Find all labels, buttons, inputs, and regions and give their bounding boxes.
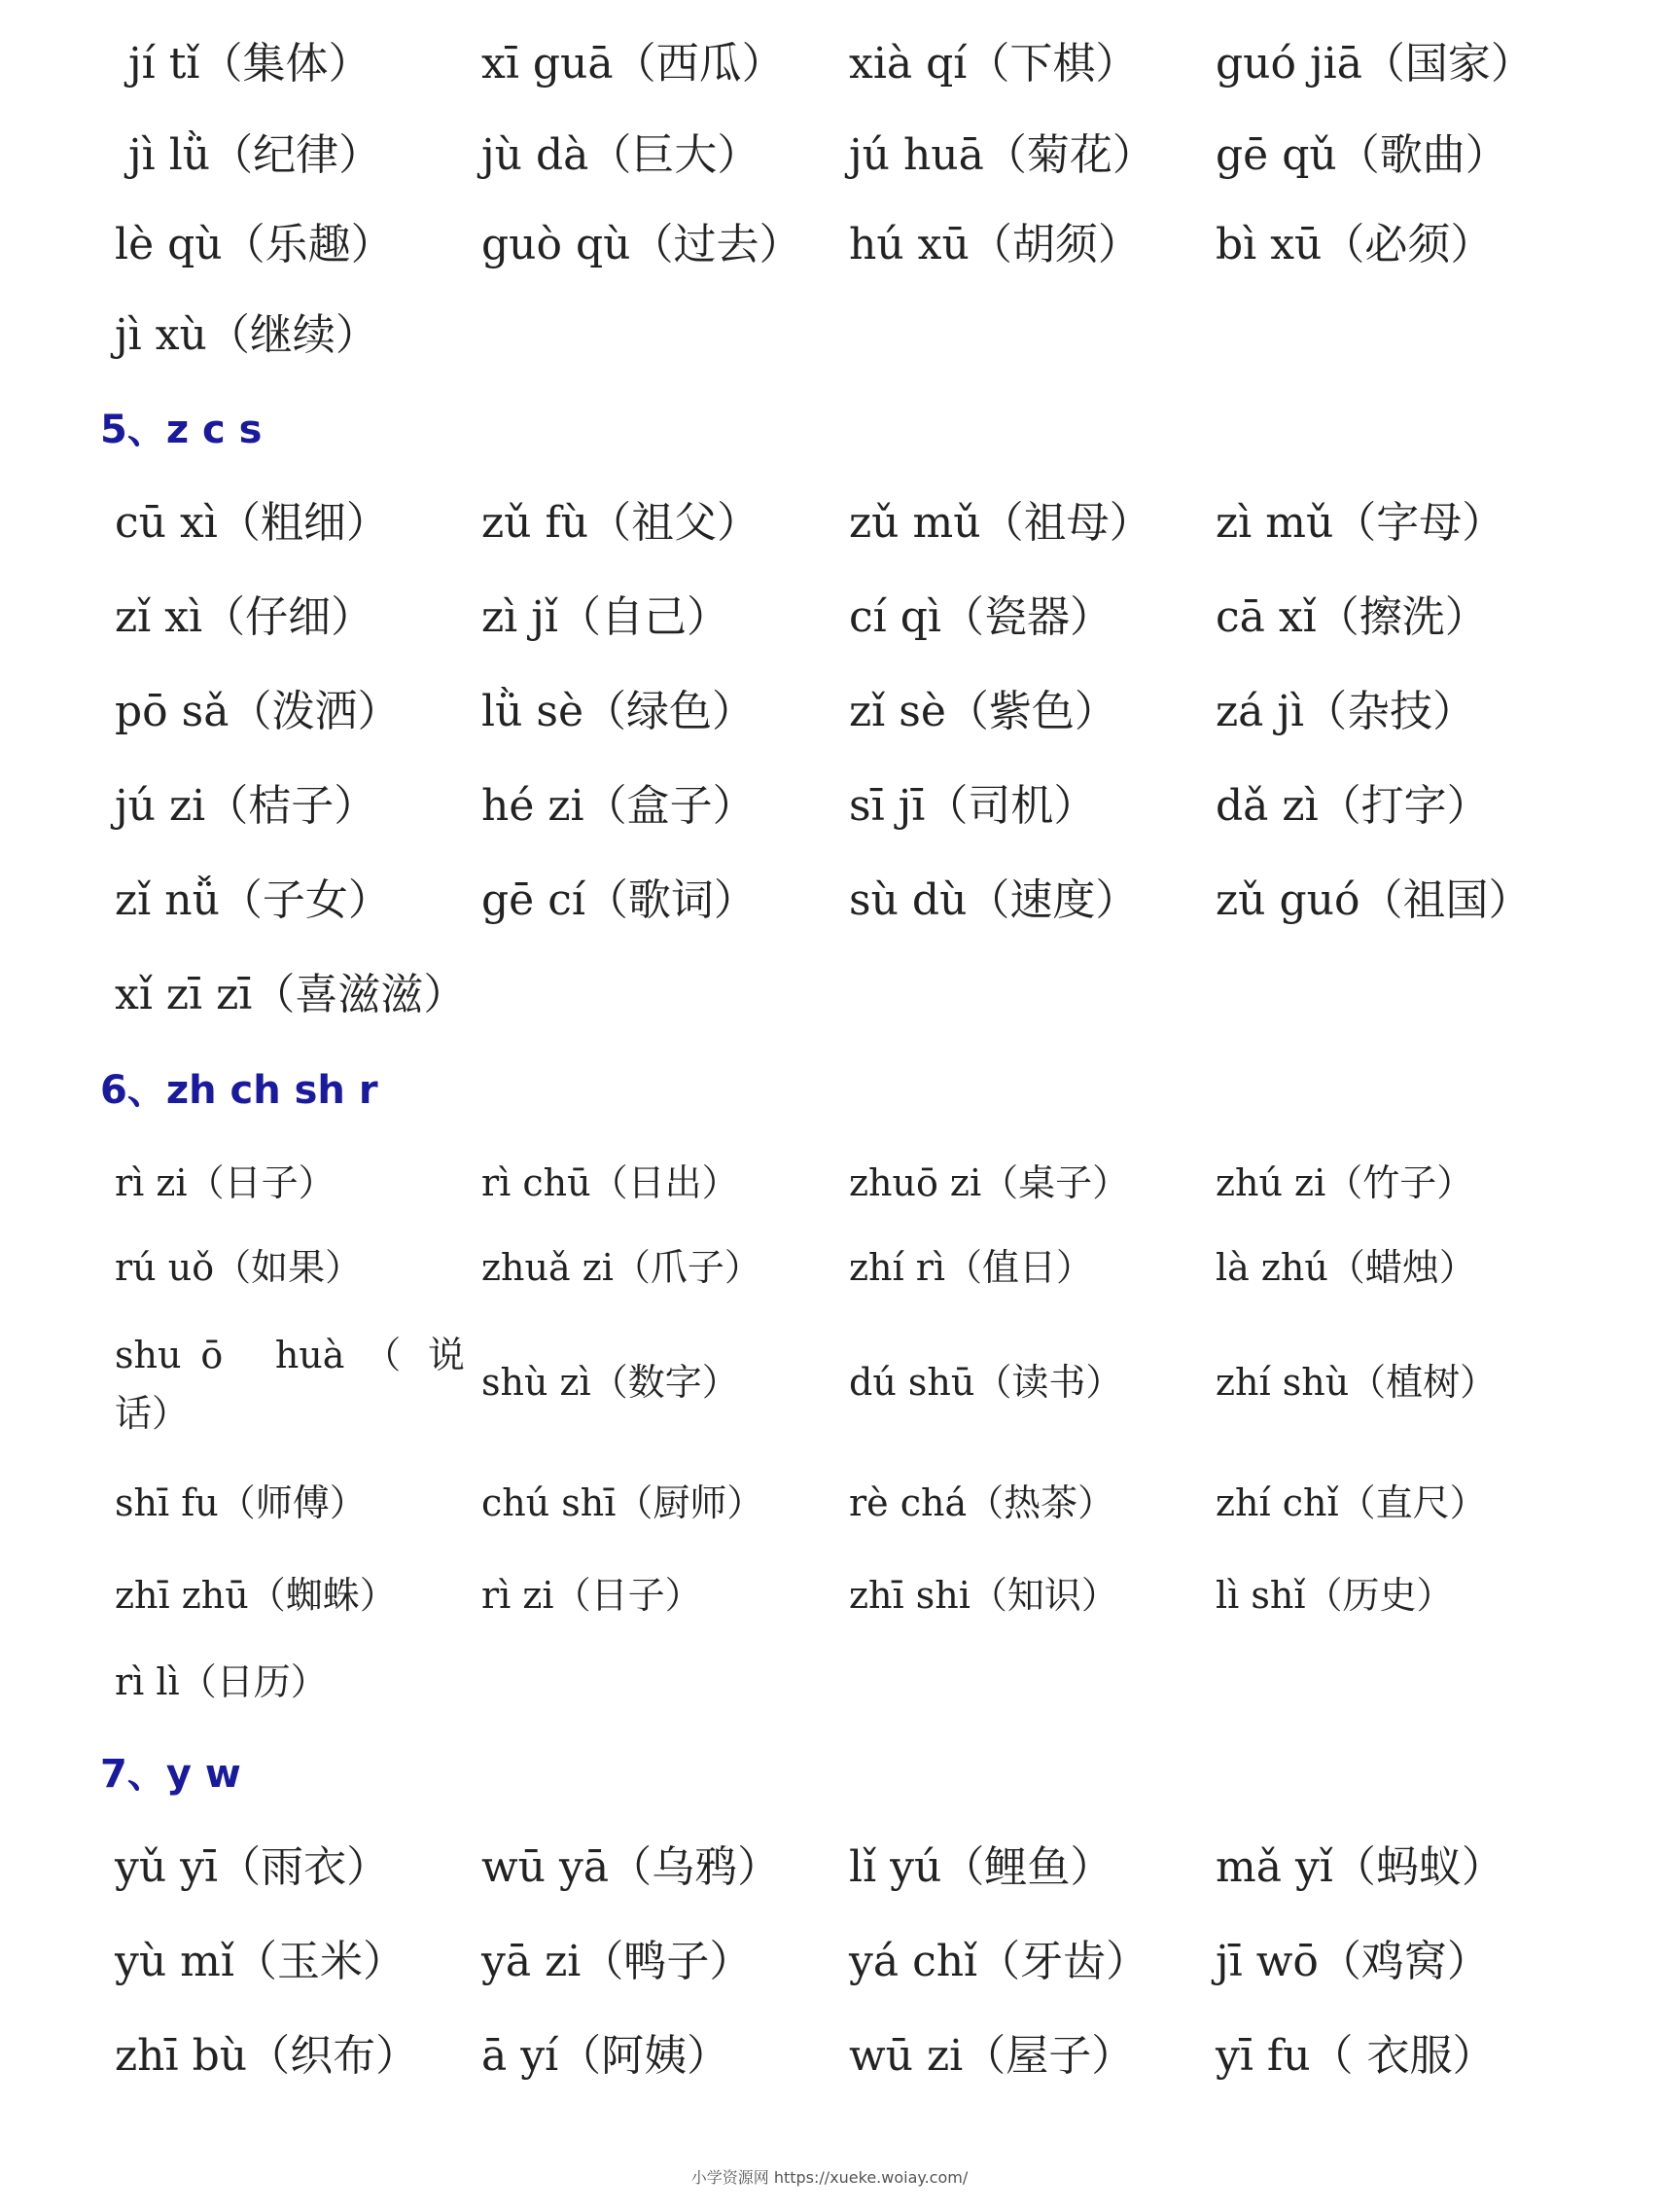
word-cell: zá jì（杂技） bbox=[1216, 687, 1476, 736]
word-cell: zǐ xì（仔细） bbox=[115, 592, 374, 642]
section5-row-4 bbox=[0, 777, 1659, 855]
word-cell: zhí chǐ（直尺） bbox=[1216, 1481, 1487, 1524]
word-cell: xià qí（下棋） bbox=[849, 39, 1139, 89]
section6-row-2 bbox=[0, 1240, 1659, 1318]
word-cell: jí tǐ（集体） bbox=[128, 39, 371, 89]
word-cell: lǐ yú（鲤鱼） bbox=[849, 1842, 1113, 1892]
word-cell: hú xū（胡须） bbox=[849, 220, 1141, 269]
word-cell: rì chū（日出） bbox=[481, 1161, 739, 1204]
word-cell: zǐ nǚ（子女） bbox=[115, 875, 391, 925]
word-cell: shù zì（数字） bbox=[481, 1361, 739, 1404]
section-heading-5: 5、z c s bbox=[100, 408, 263, 452]
word-cell: dǎ zì（打字） bbox=[1216, 781, 1490, 831]
word-cell: jù dà（巨大） bbox=[481, 130, 760, 180]
word-cell: rè chá（热茶） bbox=[849, 1481, 1115, 1524]
word-cell: ā yí（阿姨） bbox=[481, 2031, 730, 2081]
word-cell: gē cí（歌词） bbox=[481, 875, 757, 925]
word-cell: xī guā（西瓜） bbox=[481, 39, 785, 89]
section5-row-2 bbox=[0, 589, 1659, 666]
word-cell: guò qù（过去） bbox=[481, 220, 802, 269]
word-cell: wū zi（屋子） bbox=[849, 2031, 1135, 2081]
word-cell: là zhú（蜡烛） bbox=[1216, 1246, 1476, 1289]
word-cell: cí qì（瓷器） bbox=[849, 592, 1112, 642]
word-cell: zì mǔ（字母） bbox=[1216, 498, 1505, 548]
word-cell: hé zi（盒子） bbox=[481, 781, 756, 831]
word-cell: zhí shù（植树） bbox=[1216, 1361, 1498, 1404]
word-cell: mǎ yǐ（蚂蚁） bbox=[1216, 1842, 1504, 1892]
word-cell: cā xǐ（擦洗） bbox=[1216, 592, 1488, 642]
word-cell: rú uǒ（如果） bbox=[115, 1246, 363, 1289]
word-cell: yī fu（ 衣服） bbox=[1216, 2031, 1496, 2081]
word-cell: chú shī（厨师） bbox=[481, 1481, 764, 1524]
word-cell: zhuō zi（桌子） bbox=[849, 1161, 1130, 1204]
word-cell: zǐ sè（紫色） bbox=[849, 687, 1117, 736]
section5-row-3 bbox=[0, 683, 1659, 761]
word-cell: dú shū（读书） bbox=[849, 1361, 1123, 1404]
word-cell: yā zi（鸭子） bbox=[481, 1937, 753, 1986]
word-cell: zhuǎ zi（爪子） bbox=[481, 1246, 761, 1289]
word-cell: zhī shi（知识） bbox=[849, 1574, 1118, 1617]
word-cell: pō sǎ（泼洒） bbox=[115, 687, 401, 736]
word-cell: jú zi（桔子） bbox=[115, 781, 377, 831]
word-cell: bì xū（必须） bbox=[1216, 220, 1494, 269]
section6-row-4 bbox=[0, 1476, 1659, 1553]
word-cell: jì xù（继续） bbox=[115, 310, 378, 360]
word-cell: gē qǔ（歌曲） bbox=[1216, 130, 1508, 180]
word-cell: zhī bù（织布） bbox=[115, 2031, 419, 2081]
word-cell: shu ō huà （ 说话） bbox=[115, 1334, 465, 1435]
section6-row-5 bbox=[0, 1568, 1659, 1646]
word-cell: rì lì（日历） bbox=[115, 1660, 328, 1703]
word-cell: zǔ guó（祖国） bbox=[1216, 875, 1532, 925]
section4-row-3 bbox=[0, 216, 1659, 294]
section5-row-6 bbox=[0, 966, 1659, 1044]
word-cell: zhí rì（值日） bbox=[849, 1246, 1094, 1289]
section5-row-1 bbox=[0, 494, 1659, 572]
word-cell: sù dù（速度） bbox=[849, 875, 1139, 925]
section4-row-2 bbox=[0, 126, 1659, 204]
word-cell: yù mǐ（玉米） bbox=[115, 1937, 406, 1986]
word-cell: zhú zi（竹子） bbox=[1216, 1161, 1474, 1204]
section4-row-1 bbox=[0, 35, 1659, 113]
word-cell: shī fu（师傅） bbox=[115, 1481, 367, 1524]
section4-row-4 bbox=[0, 306, 1659, 384]
section6-row-6 bbox=[0, 1655, 1659, 1732]
word-cell: guó jiā（国家） bbox=[1216, 39, 1534, 89]
section6-row-3 bbox=[0, 1326, 1659, 1443]
section-heading-7: 7、y w bbox=[100, 1752, 241, 1797]
section7-row-3 bbox=[0, 2027, 1659, 2105]
word-cell: sī jī（司机） bbox=[849, 781, 1097, 831]
word-cell: zhī zhū（蜘蛛） bbox=[115, 1574, 397, 1617]
footer-source-text: 小学资源网 https://xueke.woiay.com/ bbox=[690, 2168, 969, 2187]
word-cell: wū yā（乌鸦） bbox=[481, 1842, 781, 1892]
word-cell: zǔ mǔ（祖母） bbox=[849, 498, 1152, 548]
word-cell: zǔ fù（祖父） bbox=[481, 498, 760, 548]
word-cell: jì lǜ（纪律） bbox=[128, 130, 382, 180]
word-cell: zì jǐ（自己） bbox=[481, 592, 729, 642]
word-cell: xǐ zī zī（喜滋滋） bbox=[115, 970, 467, 1019]
word-cell: yǔ yī（雨衣） bbox=[115, 1842, 390, 1892]
word-cell: rì zi（日子） bbox=[481, 1574, 702, 1617]
word-cell: jú huā（菊花） bbox=[849, 130, 1155, 180]
word-cell: lè qù（乐趣） bbox=[115, 220, 394, 269]
word-cell: cū xì（粗细） bbox=[115, 498, 389, 548]
section5-row-5 bbox=[0, 872, 1659, 949]
word-cell: rì zi（日子） bbox=[115, 1161, 335, 1204]
word-cell: jī wō（鸡窝） bbox=[1216, 1937, 1490, 1986]
word-cell: yá chǐ（牙齿） bbox=[849, 1937, 1149, 1986]
word-cell: lǜ sè（绿色） bbox=[481, 687, 756, 736]
section7-row-1 bbox=[0, 1838, 1659, 1916]
section7-row-2 bbox=[0, 1933, 1659, 2011]
section-heading-6: 6、zh ch sh r bbox=[100, 1068, 378, 1113]
word-cell: lì shǐ（历史） bbox=[1216, 1574, 1454, 1617]
section6-row-1 bbox=[0, 1156, 1659, 1233]
